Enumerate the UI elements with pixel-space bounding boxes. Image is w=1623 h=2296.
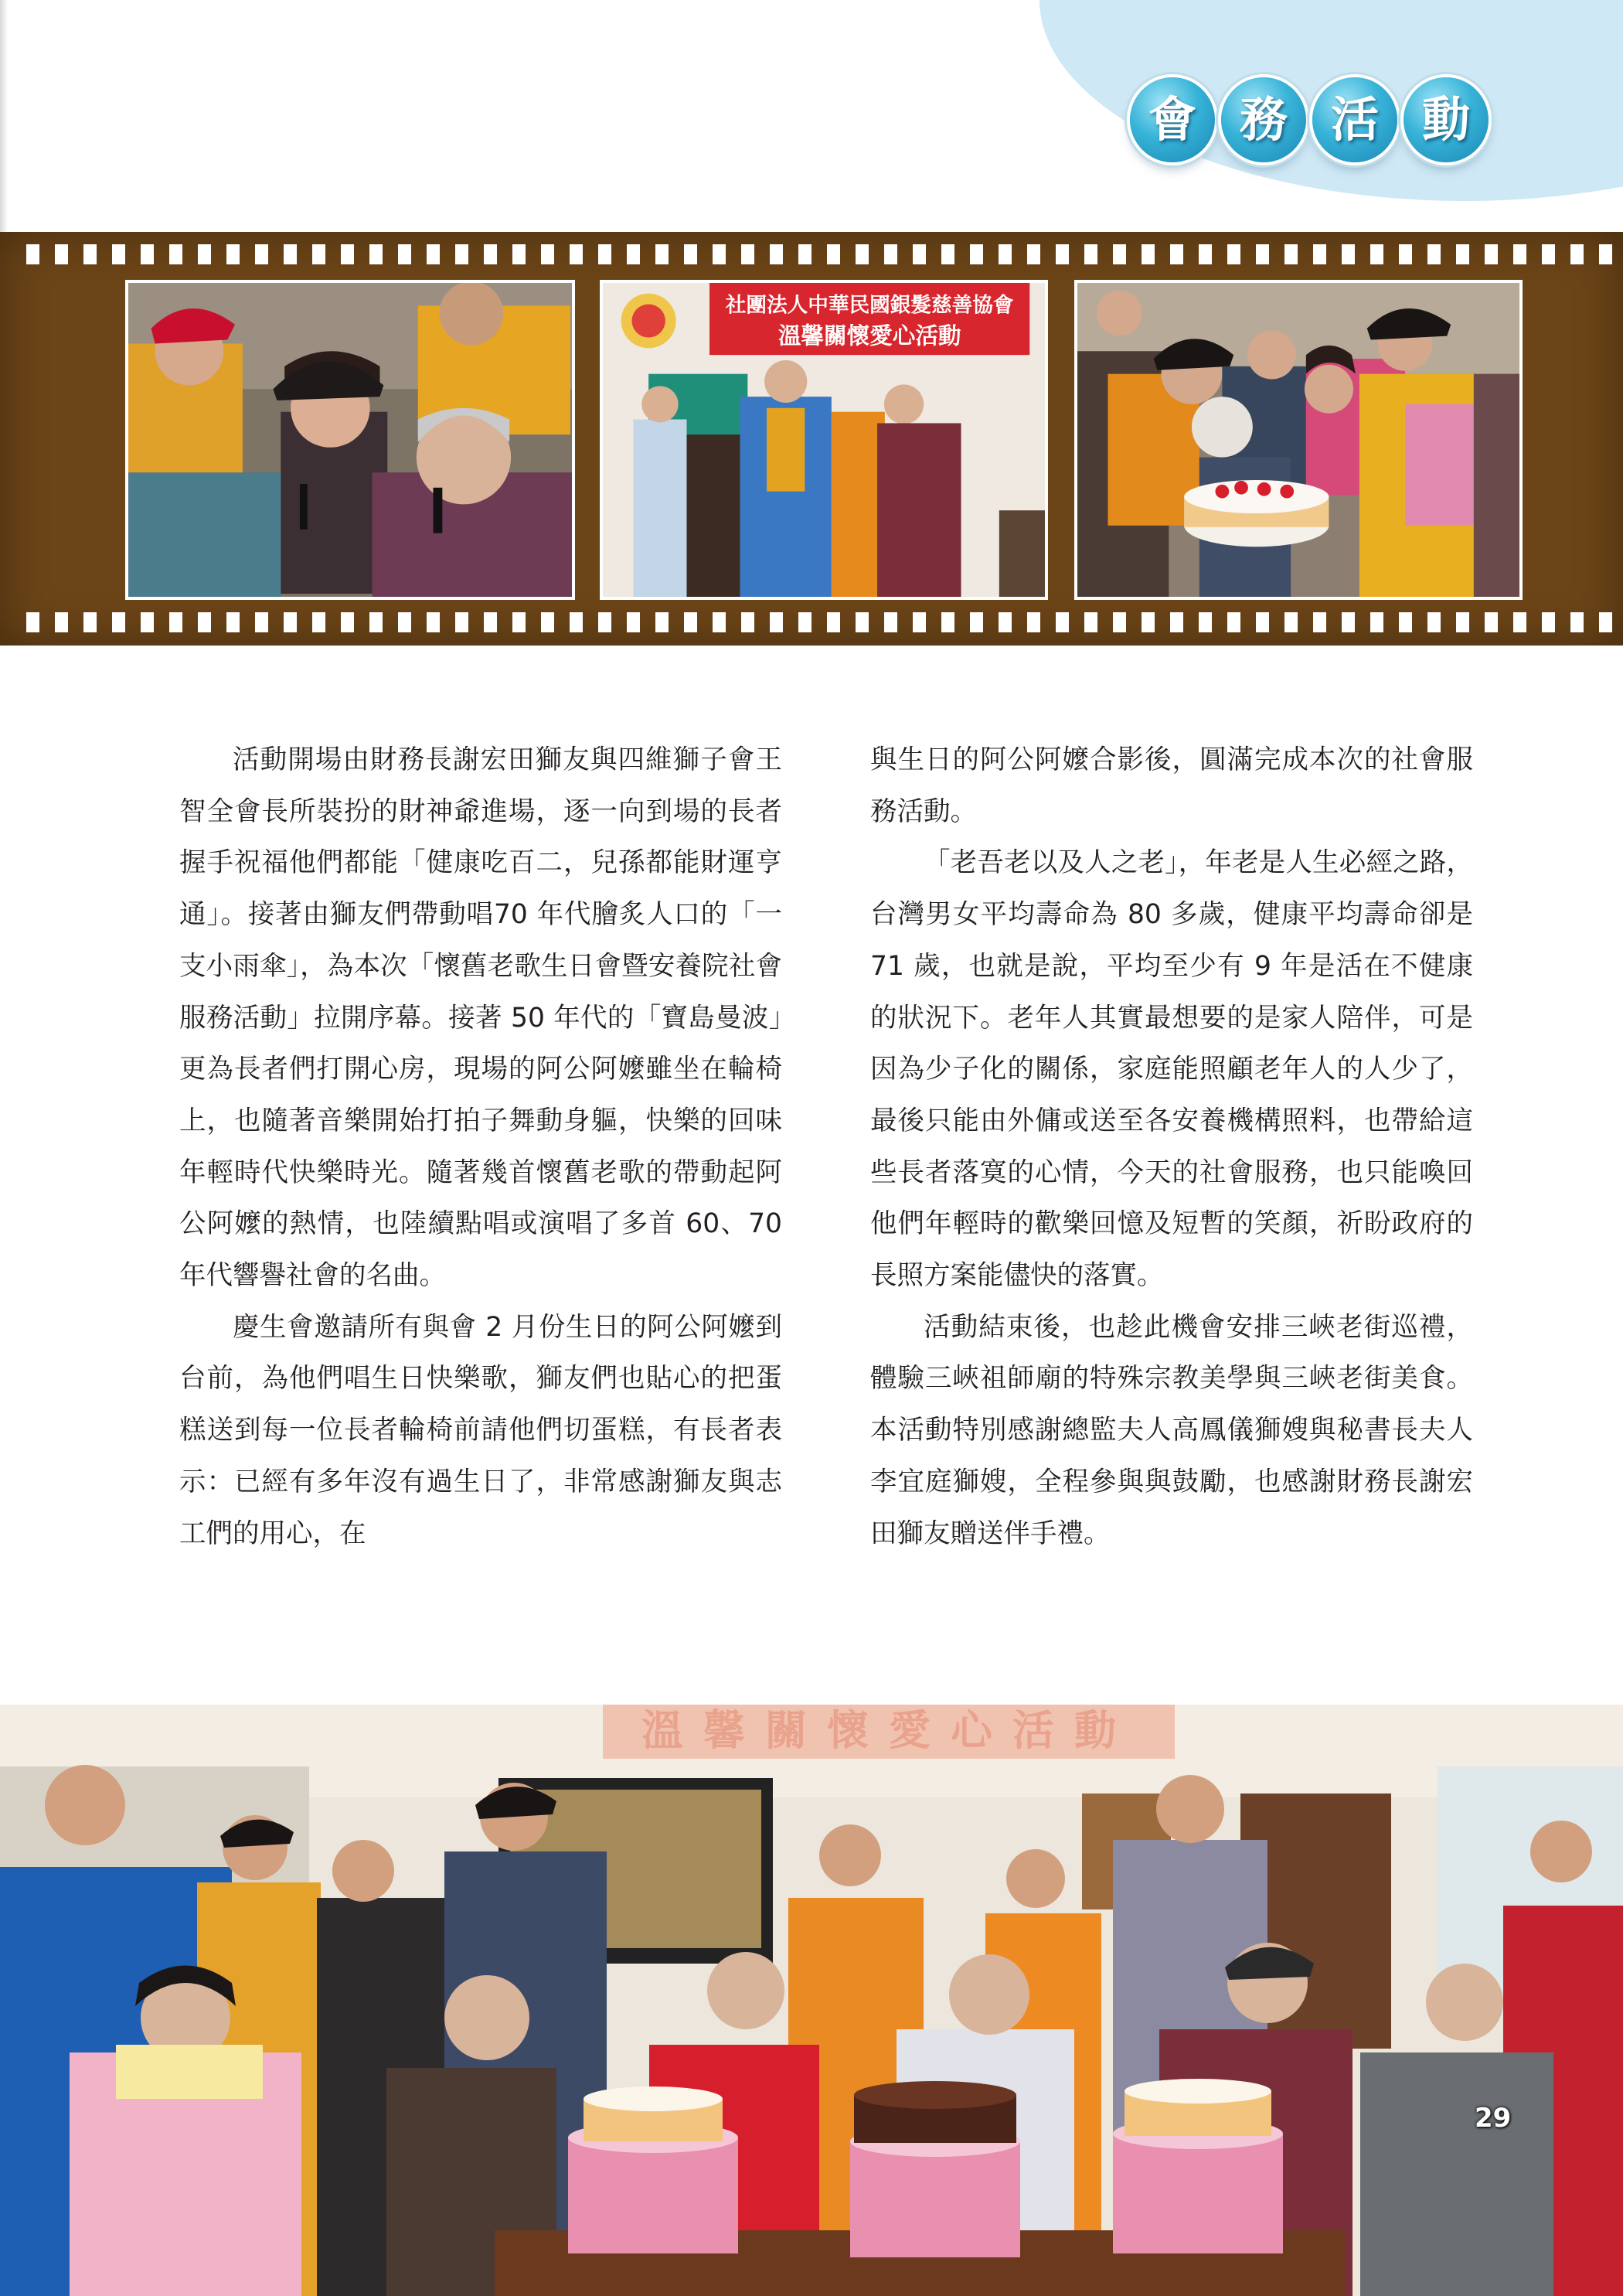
film-perforation <box>770 612 783 632</box>
film-perforation <box>541 612 554 632</box>
title-badge-2: 務 <box>1221 77 1306 162</box>
film-perforation <box>970 612 983 632</box>
film-perforation <box>1570 244 1584 264</box>
film-perforation <box>83 612 97 632</box>
film-perforation <box>856 612 869 632</box>
film-perforation <box>999 612 1012 632</box>
film-perforation <box>512 244 526 264</box>
film-perforation <box>798 612 812 632</box>
film-perforation <box>1256 244 1269 264</box>
film-perforation <box>1284 612 1298 632</box>
film-perforation <box>884 244 897 264</box>
film-perforation <box>398 612 411 632</box>
film-perforation <box>226 612 240 632</box>
film-perforation <box>684 244 697 264</box>
film-perforation <box>255 244 268 264</box>
photo-icon <box>128 283 572 597</box>
film-perforation <box>1456 244 1469 264</box>
film-perforation <box>713 244 726 264</box>
title-badge-1: 會 <box>1130 77 1215 162</box>
film-perforation <box>1027 612 1040 632</box>
film-perforation <box>1284 244 1298 264</box>
film-perforation <box>1485 244 1498 264</box>
film-perforation <box>312 244 325 264</box>
film-perforation <box>627 244 640 264</box>
film-perforation <box>369 612 383 632</box>
film-perforation <box>169 244 182 264</box>
left-edge-shade <box>0 0 8 232</box>
film-perforation <box>55 612 68 632</box>
film-perforation <box>455 612 468 632</box>
film-perforation <box>1227 612 1240 632</box>
film-perforation <box>941 612 954 632</box>
film-perforation <box>1599 612 1612 632</box>
film-perforation <box>512 612 526 632</box>
film-perforation <box>484 244 497 264</box>
paragraph-elderly-care: 「老吾老以及人之老」，年老是人生必經之路，台灣男女平均壽命為 80 多歲，健康平均壽命卻是 71 歲，也就是說，平均至少有 9 年是活在不健康的狀況下。老年人其實最想要的是家人陪伴，可是因為少子化的關係，家庭能照顧老年人的人少了，最後只能由外傭或送至各安養機構照料，也帶給這些長者落寞的心情，今天的社會服務，也只能喚回他們年輕時的歡樂回憶及短暫的笑顏，祈盼政府的長照方案能儘快的落實。 <box>870 847 1473 1292</box>
film-perforation <box>1113 244 1126 264</box>
film-perforation <box>741 244 754 264</box>
film-perforation <box>1199 612 1212 632</box>
film-perforation <box>655 612 669 632</box>
film-perforation <box>827 612 840 632</box>
film-perforations-bottom <box>26 612 1623 634</box>
film-perforation <box>884 612 897 632</box>
film-perforation <box>83 244 97 264</box>
film-perforation <box>770 244 783 264</box>
article-right-column <box>870 734 1473 1559</box>
photo-icon <box>1077 283 1519 597</box>
film-perforation <box>941 244 954 264</box>
photo-singing-seniors <box>125 280 575 600</box>
film-perforation <box>1056 612 1069 632</box>
film-perforation <box>1027 244 1040 264</box>
film-perforation <box>26 244 39 264</box>
photo-banner-text: 溫馨關懷愛心活動 <box>641 1705 1136 1755</box>
section-title <box>1130 77 1493 174</box>
film-perforation <box>541 244 554 264</box>
film-perforation <box>141 612 154 632</box>
film-perforation <box>827 244 840 264</box>
film-perforation <box>284 612 297 632</box>
film-perforation <box>198 612 211 632</box>
film-perforation <box>226 244 240 264</box>
film-perforation <box>1513 244 1526 264</box>
film-perforation <box>398 244 411 264</box>
film-perforation <box>369 244 383 264</box>
film-perforation <box>570 612 583 632</box>
film-perforation <box>284 244 297 264</box>
photo-icon <box>603 283 1045 597</box>
paragraph-birthday: 慶生會邀請所有與會 2 月份生日的阿公阿嬤到台前，為他們唱生日快樂歌，獅友們也貼心的把蛋糕送到每一位長者輪椅前請他們切蛋糕，有長者表示：已經有多年沒有過生日了，非常感謝獅友與志工們的用心，在 <box>179 1311 782 1549</box>
film-perforation <box>598 612 611 632</box>
film-perforation <box>112 244 125 264</box>
film-perforation <box>1199 244 1212 264</box>
film-perforation <box>598 244 611 264</box>
film-perforation <box>1342 244 1355 264</box>
film-perforation <box>798 244 812 264</box>
photo-group-birthday <box>0 1705 1623 2296</box>
film-perforation <box>999 244 1012 264</box>
film-perforation <box>1542 612 1555 632</box>
film-perforation <box>570 244 583 264</box>
film-perforation <box>427 612 440 632</box>
film-perforation <box>169 612 182 632</box>
film-perforation <box>1056 244 1069 264</box>
film-perforation <box>856 244 869 264</box>
filmstrip <box>0 232 1623 646</box>
film-perforation <box>1084 612 1097 632</box>
film-perforation <box>1370 244 1383 264</box>
film-perforation <box>1399 612 1412 632</box>
film-perforation <box>484 612 497 632</box>
film-perforation <box>341 612 354 632</box>
film-perforation <box>1142 612 1155 632</box>
film-perforation <box>627 612 640 632</box>
paragraph-continuation: 與生日的阿公阿嬤合影後，圓滿完成本次的社會服務活動。 <box>870 744 1473 827</box>
film-perforation <box>312 612 325 632</box>
film-perforation <box>341 244 354 264</box>
film-perforation <box>913 612 926 632</box>
film-perforation <box>198 244 211 264</box>
film-perforation <box>427 244 440 264</box>
film-perforation <box>655 244 669 264</box>
film-perforation <box>1313 244 1326 264</box>
film-perforation <box>1227 244 1240 264</box>
title-badge-3: 活 <box>1312 77 1397 162</box>
film-perforation <box>1542 244 1555 264</box>
film-perforation <box>741 612 754 632</box>
film-perforation <box>455 244 468 264</box>
photo-icon <box>0 1705 1623 2296</box>
film-perforation <box>684 612 697 632</box>
film-perforation <box>1313 612 1326 632</box>
film-perforation <box>713 612 726 632</box>
film-perforation <box>1570 612 1584 632</box>
film-perforation <box>1113 612 1126 632</box>
paragraph-closing: 活動結束後，也趁此機會安排三峽老街巡禮，體驗三峽祖師廟的特殊宗教美學與三峽老街美食。本活動特別感謝總監夫人高鳳儀獅嫂與秘書長夫人李宜庭獅嫂，全程參與與鼓勵，也感謝財務長謝宏田獅友贈送伴手禮。 <box>870 1311 1473 1549</box>
film-perforation <box>1513 612 1526 632</box>
page-number: 29 <box>1475 2103 1512 2134</box>
film-perforation <box>1485 612 1498 632</box>
banner-line-2: 溫馨關懷愛心活動 <box>777 322 961 349</box>
film-perforation <box>112 612 125 632</box>
film-perforation <box>1142 244 1155 264</box>
photo-birthday-cake <box>1074 280 1523 600</box>
film-perforation <box>1370 612 1383 632</box>
film-perforation <box>141 244 154 264</box>
film-perforation <box>1342 612 1355 632</box>
film-perforation <box>1170 612 1183 632</box>
film-perforation <box>913 244 926 264</box>
film-perforation <box>970 244 983 264</box>
paragraph-opening: 活動開場由財務長謝宏田獅友與四維獅子會王智全會長所裝扮的財神爺進場，逐一向到場的長者握手祝福他們都能「健康吃百二，兒孫都能財運亨通」。接著由獅友們帶動唱70 年代膾炙人口的「一支小雨傘」，為本次「懷舊老歌生日會暨安養院社會服務活動」拉開序幕。接著 50 年代的「寶島曼波」更為長者們打開心房，現場的阿公阿嬤雖坐在輪椅上，也隨著音樂開始打拍子舞動身軀，快樂的回味年輕時代快樂時光。隨著幾首懷舊老歌的帶動起阿公阿嬤的熱情，也陸續點唱或演唱了多首 60、70 年代響譽社會的名曲。 <box>179 744 782 1292</box>
film-perforation <box>1599 244 1612 264</box>
article-left-column <box>179 734 782 1559</box>
film-perforation <box>26 612 39 632</box>
film-perforation <box>1427 612 1441 632</box>
film-perforation <box>255 612 268 632</box>
film-perforation <box>1399 244 1412 264</box>
title-badge-4: 動 <box>1404 77 1489 162</box>
photo-banner-dance <box>600 280 1048 600</box>
film-perforation <box>1427 244 1441 264</box>
film-perforation <box>1170 244 1183 264</box>
film-perforation <box>1456 612 1469 632</box>
banner-line-1: 社團法人中華民國銀髮慈善協會 <box>725 293 1014 318</box>
film-perforation <box>1256 612 1269 632</box>
film-perforations-top <box>26 244 1623 266</box>
film-perforation <box>1084 244 1097 264</box>
film-perforation <box>55 244 68 264</box>
